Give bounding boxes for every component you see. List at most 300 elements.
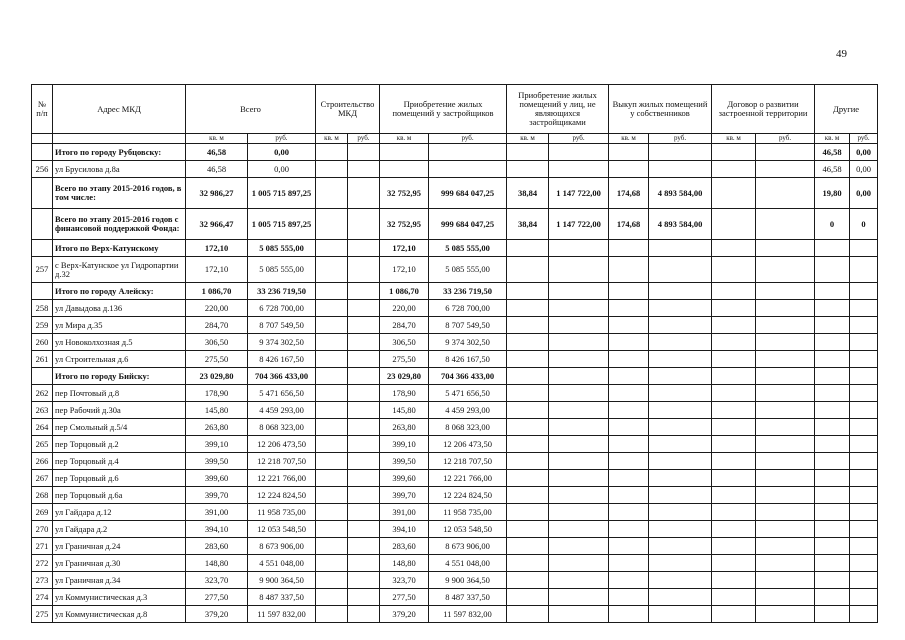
purchase-dev-rub: 8 068 323,00: [429, 419, 507, 436]
territory-area: [712, 385, 756, 402]
construction-area: [316, 209, 348, 240]
total-rub: 704 366 433,00: [248, 368, 316, 385]
other-rub: [850, 240, 878, 257]
buyout-rub: 4 893 584,00: [649, 178, 712, 209]
total-area: 263,80: [186, 419, 248, 436]
row-number: [32, 144, 53, 161]
table-row: [32, 334, 878, 351]
purchase-nondev-area: [507, 555, 549, 572]
total-area: 46,58: [186, 161, 248, 178]
buyout-rub: [649, 538, 712, 555]
purchase-dev-rub: 12 206 473,50: [429, 436, 507, 453]
buyout-rub: [649, 317, 712, 334]
total-area: 145,80: [186, 402, 248, 419]
purchase-nondev-rub: [549, 487, 609, 504]
subtotal-row: [32, 144, 878, 161]
purchase-dev-rub: 4 459 293,00: [429, 402, 507, 419]
other-rub: [850, 606, 878, 623]
purchase-nondev-rub: [549, 538, 609, 555]
total-rub: 1 005 715 897,25: [248, 209, 316, 240]
table-row: [32, 589, 878, 606]
row-number: 265: [32, 436, 53, 453]
purchase-nondev-rub: 1 147 722,00: [549, 178, 609, 209]
buyout-rub: [649, 419, 712, 436]
unit-area: кв. м: [380, 134, 429, 144]
buyout-area: [609, 317, 649, 334]
total-rub: 5 085 555,00: [248, 257, 316, 283]
construction-area: [316, 538, 348, 555]
territory-rub: [756, 572, 815, 589]
buyout-rub: [649, 436, 712, 453]
purchase-dev-rub: 5 085 555,00: [429, 257, 507, 283]
other-rub: [850, 257, 878, 283]
territory-rub: [756, 385, 815, 402]
other-rub: [850, 555, 878, 572]
buyout-area: [609, 161, 649, 178]
territory-rub: [756, 589, 815, 606]
table-row: [32, 300, 878, 317]
purchase-dev-area: 178,90: [380, 385, 429, 402]
purchase-nondev-area: [507, 504, 549, 521]
territory-area: [712, 555, 756, 572]
territory-area: [712, 487, 756, 504]
territory-area: [712, 178, 756, 209]
other-area: [815, 521, 850, 538]
other-rub: [850, 317, 878, 334]
construction-area: [316, 402, 348, 419]
other-area: 0: [815, 209, 850, 240]
purchase-nondev-area: [507, 521, 549, 538]
buyout-area: [609, 453, 649, 470]
territory-rub: [756, 240, 815, 257]
construction-rub: [348, 453, 380, 470]
other-area: [815, 317, 850, 334]
purchase-dev-area: 220,00: [380, 300, 429, 317]
total-area: 148,80: [186, 555, 248, 572]
territory-area: [712, 283, 756, 300]
construction-area: [316, 470, 348, 487]
other-area: [815, 368, 850, 385]
purchase-dev-rub: 999 684 047,25: [429, 178, 507, 209]
address: ул Новоколхозная д.5: [53, 334, 186, 351]
address: Итого по городу Алейску:: [53, 283, 186, 300]
unit-rub: руб.: [756, 134, 815, 144]
table-row: [32, 385, 878, 402]
construction-rub: [348, 385, 380, 402]
purchase-dev-area: 394,10: [380, 521, 429, 538]
construction-area: [316, 240, 348, 257]
subtotal-row: [32, 178, 878, 209]
other-area: 46,58: [815, 144, 850, 161]
other-rub: 0: [850, 209, 878, 240]
purchase-dev-area: 172,10: [380, 257, 429, 283]
row-number: [32, 283, 53, 300]
row-number: 271: [32, 538, 53, 555]
purchase-nondev-area: [507, 300, 549, 317]
total-rub: 8 673 906,00: [248, 538, 316, 555]
other-area: [815, 419, 850, 436]
purchase-dev-area: 263,80: [380, 419, 429, 436]
buyout-rub: [649, 555, 712, 572]
purchase-dev-rub: 704 366 433,00: [429, 368, 507, 385]
purchase-dev-area: 323,70: [380, 572, 429, 589]
territory-rub: [756, 555, 815, 572]
purchase-dev-rub: [429, 144, 507, 161]
purchase-nondev-area: [507, 470, 549, 487]
total-rub: 0,00: [248, 144, 316, 161]
construction-rub: [348, 436, 380, 453]
other-rub: [850, 402, 878, 419]
total-rub: 12 221 766,00: [248, 470, 316, 487]
unit-rub: руб.: [850, 134, 878, 144]
buyout-area: [609, 572, 649, 589]
purchase-dev-area: 399,50: [380, 453, 429, 470]
purchase-nondev-rub: [549, 161, 609, 178]
subtotal-row: [32, 209, 878, 240]
construction-rub: [348, 144, 380, 161]
other-area: [815, 351, 850, 368]
purchase-dev-rub: 12 224 824,50: [429, 487, 507, 504]
other-area: [815, 453, 850, 470]
purchase-nondev-area: [507, 334, 549, 351]
purchase-nondev-area: [507, 161, 549, 178]
construction-rub: [348, 572, 380, 589]
buyout-rub: [649, 334, 712, 351]
purchase-nondev-area: [507, 589, 549, 606]
construction-rub: [348, 240, 380, 257]
territory-area: [712, 402, 756, 419]
unit-rub: руб.: [348, 134, 380, 144]
total-rub: 1 005 715 897,25: [248, 178, 316, 209]
address: пер Торцовый д.6: [53, 470, 186, 487]
construction-rub: [348, 178, 380, 209]
purchase-nondev-area: [507, 402, 549, 419]
units-row: [32, 134, 878, 144]
territory-rub: [756, 368, 815, 385]
purchase-dev-rub: 5 471 656,50: [429, 385, 507, 402]
construction-rub: [348, 555, 380, 572]
purchase-dev-area: [380, 161, 429, 178]
other-area: [815, 538, 850, 555]
purchase-nondev-area: [507, 283, 549, 300]
construction-area: [316, 504, 348, 521]
address: Всего по этапу 2015-2016 годов с финансовой поддержкой Фонда:: [53, 209, 186, 240]
buyout-area: [609, 487, 649, 504]
address: ул Давыдова д.136: [53, 300, 186, 317]
row-number: 269: [32, 504, 53, 521]
purchase-dev-area: 379,20: [380, 606, 429, 623]
purchase-nondev-rub: [549, 368, 609, 385]
purchase-dev-rub: [429, 161, 507, 178]
total-area: 32 966,47: [186, 209, 248, 240]
territory-area: [712, 334, 756, 351]
header-total: Всего: [186, 85, 316, 134]
purchase-nondev-area: [507, 368, 549, 385]
buyout-area: [609, 144, 649, 161]
table-row: [32, 317, 878, 334]
purchase-dev-area: 145,80: [380, 402, 429, 419]
buyout-area: [609, 538, 649, 555]
territory-area: [712, 538, 756, 555]
buyout-rub: [649, 144, 712, 161]
construction-area: [316, 385, 348, 402]
purchase-dev-rub: 11 597 832,00: [429, 606, 507, 623]
construction-rub: [348, 521, 380, 538]
purchase-nondev-rub: [549, 589, 609, 606]
purchase-dev-rub: 6 728 700,00: [429, 300, 507, 317]
table-row: [32, 487, 878, 504]
purchase-dev-rub: 999 684 047,25: [429, 209, 507, 240]
territory-rub: [756, 351, 815, 368]
construction-rub: [348, 606, 380, 623]
buyout-area: [609, 334, 649, 351]
other-area: [815, 283, 850, 300]
row-number: 264: [32, 419, 53, 436]
other-area: [815, 487, 850, 504]
buyout-area: [609, 606, 649, 623]
address: Итого по Верх-Катунскому: [53, 240, 186, 257]
other-area: [815, 572, 850, 589]
construction-area: [316, 368, 348, 385]
subtotal-row: [32, 240, 878, 257]
table-row: [32, 538, 878, 555]
purchase-nondev-rub: [549, 504, 609, 521]
header-construction: Строительство МКД: [316, 85, 380, 134]
address: пер Торцовый д.4: [53, 453, 186, 470]
buyout-rub: [649, 589, 712, 606]
buyout-area: [609, 589, 649, 606]
purchase-nondev-area: [507, 538, 549, 555]
purchase-dev-rub: 8 673 906,00: [429, 538, 507, 555]
construction-rub: [348, 487, 380, 504]
total-area: 172,10: [186, 257, 248, 283]
header-address: Адрес МКД: [53, 85, 186, 134]
purchase-dev-rub: 8 487 337,50: [429, 589, 507, 606]
territory-rub: [756, 283, 815, 300]
row-number: 267: [32, 470, 53, 487]
buyout-area: [609, 240, 649, 257]
purchase-dev-area: 277,50: [380, 589, 429, 606]
construction-rub: [348, 589, 380, 606]
construction-rub: [348, 334, 380, 351]
row-number: 274: [32, 589, 53, 606]
subtotal-row: [32, 283, 878, 300]
purchase-nondev-rub: [549, 555, 609, 572]
construction-area: [316, 521, 348, 538]
header-territory: Договор о развитии застроенной территории: [712, 85, 815, 134]
construction-area: [316, 572, 348, 589]
unit-area: кв. м: [815, 134, 850, 144]
table-row: [32, 402, 878, 419]
territory-area: [712, 368, 756, 385]
buyout-rub: [649, 572, 712, 589]
purchase-nondev-area: [507, 317, 549, 334]
territory-rub: [756, 161, 815, 178]
territory-rub: [756, 606, 815, 623]
territory-area: [712, 453, 756, 470]
territory-rub: [756, 209, 815, 240]
buyout-rub: [649, 240, 712, 257]
total-rub: 5 471 656,50: [248, 385, 316, 402]
header-buyout: Выкуп жилых помещений у собственников: [609, 85, 712, 134]
address: пер Почтовый д.8: [53, 385, 186, 402]
other-area: [815, 470, 850, 487]
unit-area: кв. м: [712, 134, 756, 144]
other-rub: [850, 589, 878, 606]
purchase-dev-area: 172,10: [380, 240, 429, 257]
territory-rub: [756, 334, 815, 351]
table-row: [32, 453, 878, 470]
other-area: [815, 385, 850, 402]
other-area: [815, 589, 850, 606]
construction-rub: [348, 538, 380, 555]
unit-cell: [32, 134, 53, 144]
purchase-nondev-rub: [549, 402, 609, 419]
total-rub: 9 900 364,50: [248, 572, 316, 589]
header-row: [32, 85, 878, 134]
purchase-nondev-rub: [549, 144, 609, 161]
territory-area: [712, 300, 756, 317]
buyout-rub: [649, 453, 712, 470]
other-rub: [850, 521, 878, 538]
territory-area: [712, 419, 756, 436]
purchase-dev-area: [380, 144, 429, 161]
purchase-nondev-rub: [549, 334, 609, 351]
unit-rub: руб.: [549, 134, 609, 144]
total-area: 391,00: [186, 504, 248, 521]
buyout-rub: [649, 470, 712, 487]
row-number: 256: [32, 161, 53, 178]
purchase-dev-rub: 9 374 302,50: [429, 334, 507, 351]
unit-cell: [53, 134, 186, 144]
construction-rub: [348, 368, 380, 385]
other-area: [815, 555, 850, 572]
purchase-dev-area: 1 086,70: [380, 283, 429, 300]
buyout-rub: [649, 368, 712, 385]
other-rub: 0,00: [850, 178, 878, 209]
other-rub: [850, 436, 878, 453]
buyout-rub: [649, 385, 712, 402]
total-area: 323,70: [186, 572, 248, 589]
other-rub: 0,00: [850, 144, 878, 161]
address: Итого по городу Бийску:: [53, 368, 186, 385]
total-area: 399,60: [186, 470, 248, 487]
purchase-nondev-rub: 1 147 722,00: [549, 209, 609, 240]
buyout-area: [609, 555, 649, 572]
table-row: [32, 470, 878, 487]
subtotal-row: [32, 368, 878, 385]
territory-area: [712, 161, 756, 178]
total-area: 32 986,27: [186, 178, 248, 209]
total-area: 172,10: [186, 240, 248, 257]
purchase-nondev-area: [507, 572, 549, 589]
construction-rub: [348, 419, 380, 436]
purchase-dev-area: 283,60: [380, 538, 429, 555]
territory-rub: [756, 436, 815, 453]
address: ул Коммунистическая д.3: [53, 589, 186, 606]
purchase-nondev-area: [507, 419, 549, 436]
buyout-rub: [649, 521, 712, 538]
purchase-nondev-rub: [549, 240, 609, 257]
other-rub: [850, 334, 878, 351]
total-rub: 12 053 548,50: [248, 521, 316, 538]
total-area: 399,10: [186, 436, 248, 453]
buyout-area: [609, 351, 649, 368]
table-row: [32, 555, 878, 572]
buyout-area: [609, 300, 649, 317]
construction-rub: [348, 470, 380, 487]
buyout-rub: [649, 300, 712, 317]
buyout-rub: [649, 257, 712, 283]
construction-area: [316, 300, 348, 317]
purchase-dev-rub: 5 085 555,00: [429, 240, 507, 257]
purchase-nondev-area: [507, 257, 549, 283]
row-number: 273: [32, 572, 53, 589]
territory-area: [712, 572, 756, 589]
total-area: 283,60: [186, 538, 248, 555]
other-rub: [850, 385, 878, 402]
purchase-nondev-rub: [549, 257, 609, 283]
purchase-dev-area: 306,50: [380, 334, 429, 351]
other-area: [815, 436, 850, 453]
purchase-nondev-area: [507, 351, 549, 368]
territory-rub: [756, 300, 815, 317]
purchase-nondev-area: [507, 240, 549, 257]
territory-area: [712, 351, 756, 368]
buyout-area: [609, 470, 649, 487]
total-area: 220,00: [186, 300, 248, 317]
total-area: 399,70: [186, 487, 248, 504]
total-rub: 4 551 048,00: [248, 555, 316, 572]
total-area: 178,90: [186, 385, 248, 402]
purchase-dev-area: 275,50: [380, 351, 429, 368]
other-area: [815, 504, 850, 521]
territory-rub: [756, 419, 815, 436]
purchase-nondev-rub: [549, 419, 609, 436]
territory-area: [712, 606, 756, 623]
purchase-dev-area: 284,70: [380, 317, 429, 334]
territory-rub: [756, 178, 815, 209]
construction-area: [316, 161, 348, 178]
row-number: 268: [32, 487, 53, 504]
purchase-nondev-area: [507, 487, 549, 504]
total-area: 306,50: [186, 334, 248, 351]
row-number: [32, 368, 53, 385]
header-purchase-nondevelopers: Приобретение жилых помещений у лиц, не являющихся застройщиками: [507, 85, 609, 134]
construction-area: [316, 606, 348, 623]
purchase-dev-area: 399,10: [380, 436, 429, 453]
row-number: [32, 178, 53, 209]
other-rub: 0,00: [850, 161, 878, 178]
construction-rub: [348, 283, 380, 300]
table-body: [32, 144, 878, 623]
construction-area: [316, 419, 348, 436]
purchase-dev-rub: 8 707 549,50: [429, 317, 507, 334]
buyout-area: [609, 283, 649, 300]
row-number: 272: [32, 555, 53, 572]
total-rub: 12 224 824,50: [248, 487, 316, 504]
other-rub: [850, 283, 878, 300]
purchase-nondev-rub: [549, 606, 609, 623]
total-rub: 9 374 302,50: [248, 334, 316, 351]
buyout-rub: [649, 487, 712, 504]
other-rub: [850, 538, 878, 555]
address: пер Торцовый д.6а: [53, 487, 186, 504]
purchase-nondev-rub: [549, 300, 609, 317]
territory-rub: [756, 402, 815, 419]
total-area: 277,50: [186, 589, 248, 606]
purchase-dev-area: 32 752,95: [380, 209, 429, 240]
